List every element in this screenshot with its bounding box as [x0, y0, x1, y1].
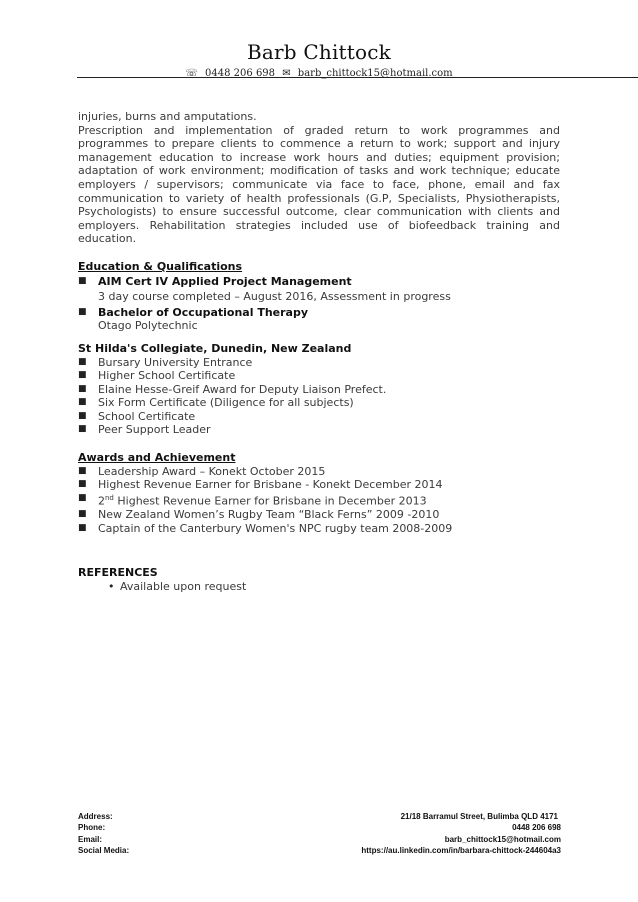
footer-label: Social Media: — [78, 846, 130, 856]
header-email[interactable]: barb_chittock15@hotmail.com — [297, 68, 453, 79]
footer-row-email — [78, 834, 561, 845]
award-text: Highest Revenue Earner for Brisbane in December 2013 — [113, 494, 427, 508]
references-heading: REFERENCES — [78, 566, 158, 580]
header-divider — [77, 77, 638, 78]
list-item: ■ Peer Support Leader — [78, 423, 560, 437]
qualification-title: Bachelor of Occupational Therapy — [98, 305, 309, 319]
list-item — [78, 306, 560, 333]
list-item: ■ Captain of the Canterbury Women's NPC rugby team 2008-2009 — [78, 522, 560, 536]
candidate-name: Barb Chittock — [247, 40, 391, 64]
footer-value[interactable]: https://au.linkedin.com/in/barbara-chittock-244604a3 — [361, 846, 561, 856]
envelope-icon: ✉ — [282, 68, 291, 79]
school-list — [78, 356, 560, 438]
page-header — [0, 40, 638, 79]
footer-label: Phone: — [78, 823, 106, 833]
list-item: • Available upon request — [100, 580, 560, 594]
telephone-icon: ☏ — [185, 68, 198, 79]
footer-value: 0448 206 698 — [512, 823, 561, 833]
list-item: ■ Elaine Hesse-Greif Award for Deputy Liaison Prefect. — [78, 383, 560, 397]
footer-row-social — [78, 845, 561, 856]
list-item: ■ School Certificate — [78, 410, 560, 424]
qualification-detail: 3 day course completed – August 2016, Assessment in progress — [98, 290, 451, 304]
qualification-detail: Otago Polytechnic — [98, 319, 198, 333]
footer-row-phone — [78, 822, 561, 833]
education-heading: Education & Qualifications — [78, 259, 243, 273]
footer-value: 21/18 Barramul Street, Bulimba QLD 4171 — [400, 812, 558, 821]
list-item: ■ Highest Revenue Earner for Brisbane - Konekt December 2014 — [78, 478, 560, 492]
award-rank: 2 — [98, 494, 105, 508]
intro-paragraph: Prescription and implementation of graded return to work programmes and programmes to prepare clients to commence a return to work; support and injury management education to increase work hours and duties; equipment provision; adaptation of work environment; modification of tasks and work technique; educate employers / supervisors; communicate via face to face, phone, email and fax communication to variety of health professionals (G.P, Specialists, Physiotherapists, Psychologists) to ensure successful outcome, clear communication with clients and employers. Rehabilitation strategies included use of biofeedback training and education. — [78, 123, 560, 246]
list-item: ■ New Zealand Women’s Rugby Team “Black Ferns” 2009 -2010 — [78, 508, 560, 522]
footer-row-address — [78, 811, 561, 822]
school-heading: St Hilda's Collegiate, Dunedin, New Zealand — [78, 341, 352, 355]
education-list — [78, 275, 560, 333]
awards-heading: Awards and Achievement — [78, 451, 236, 465]
list-item: ■ Six Form Certificate (Diligence for all subjects) — [78, 396, 560, 410]
award-rank-suffix: nd — [105, 493, 114, 502]
awards-list — [78, 465, 560, 536]
qualification-title: AIM Cert IV Applied Project Management — [98, 274, 352, 288]
intro-line: injuries, burns and amputations. — [78, 110, 257, 123]
list-item: ■ Leadership Award – Konekt October 2015 — [78, 465, 560, 479]
footer-value[interactable]: barb_chittock15@hotmail.com — [444, 834, 561, 844]
list-item — [78, 492, 560, 508]
list-item: ■ Bursary University Entrance — [78, 356, 560, 370]
page-footer — [78, 811, 561, 857]
references-list — [78, 580, 560, 594]
header-phone: 0448 206 698 — [205, 68, 276, 79]
list-item — [78, 275, 560, 304]
resume-body — [78, 110, 560, 593]
list-item: ■ Higher School Certificate — [78, 369, 560, 383]
footer-label: Address: — [78, 812, 113, 821]
footer-label: Email: — [78, 834, 103, 844]
